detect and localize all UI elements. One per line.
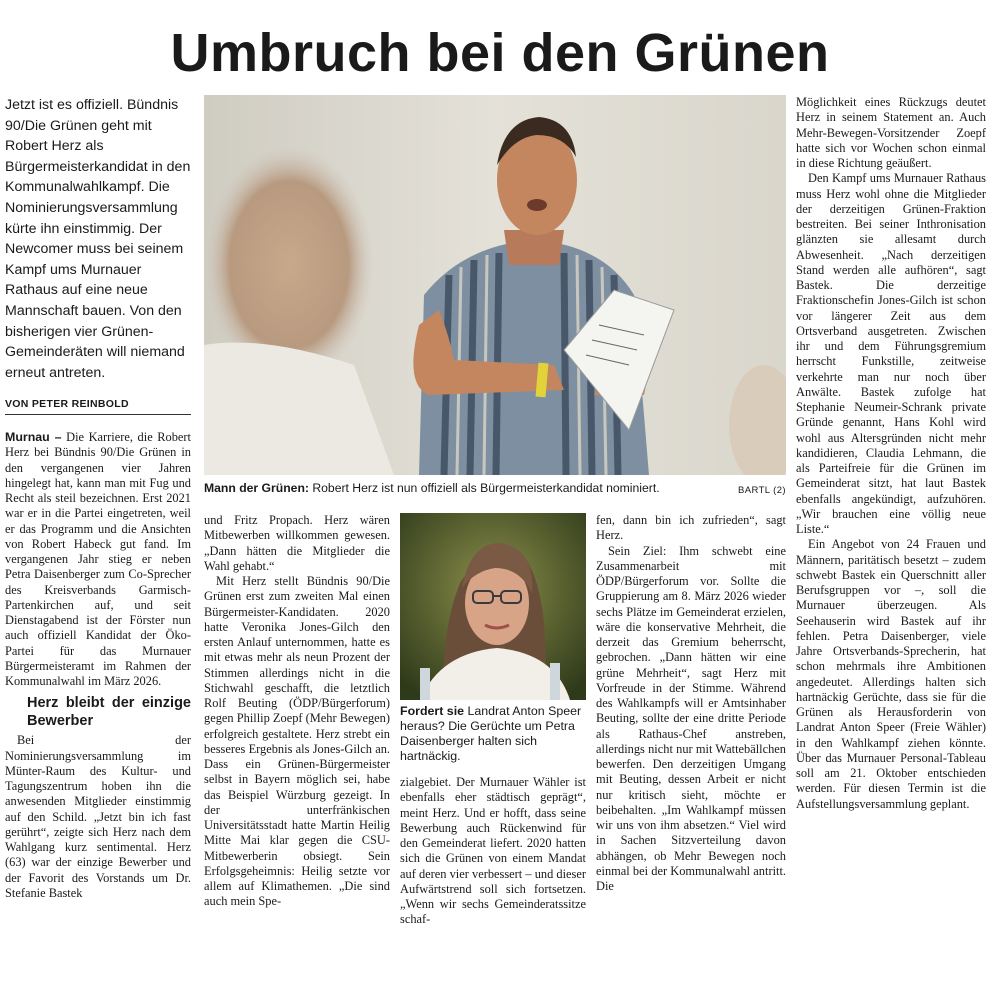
article-paragraph: zialgebiet. Der Murnauer Wähler ist ebenfalls eher städtisch geprägt“, meint Herz. Und er hofft, dass seine Bewerbung auch Rückenwind für den Gemeinderat liefert. 2020 hatten sich die Grünen von einem Mandat auf deren vier verbessert – und dieser Aufwärtstrend soll sich fortsetzen. „Wenn wir sechs Gemeinderatssitze schaf- [400,775,586,927]
article-column-1 [5,430,191,901]
caption-text: Robert Herz ist nun offiziell als Bürgermeisterkandidat nominiert. [308,481,660,495]
main-photo [204,95,786,475]
article-paragraph: Ein Angebot von 24 Frauen und Männern, paritätisch besetzt – zudem schwebt Bastek ein Querschnitt aller Berufsgruppen vor –, soll die Murnauer überzeugen. Als Seehauserin wird Bastek auf ihr fehlen. Petra Daisenberger, viele Jahre Ortsverbands-Sprecherin, hat schon mehrmals ihre Ambitionen angedeutet. Allerdings halten sich hartnäckig Gerüchte, dass sie für die Grünen als Herausforderin von Landrat Anton Speer (Freie Wähler) in den Wahlkampf ziehen könnte. Über das Murnauer Personal-Tableau soll am 21. Oktober entschieden werden. Für diesen Termin ist die Aufstellungsversammlung geplant. [796,537,986,811]
caption-lead: Fordert sie [400,704,465,718]
article-paragraph: Sein Ziel: Ihm schwebt eine Zusammenarbeit mit ÖDP/Bürgerforum vor. Sollte die Gruppierung am 8. März 2026 wieder sechs Plätze im Gemeinderat erzielen, wäre die konservative Mehrheit, die derzeit das Gremium beherrscht, gebrochen. „Dann hätten wir eine grüne Mehrheit“, sagt Herz mit Vorfreude in der Stimme. Während des Wahlkampfs will er Amtsinhaber Beuting, sollte der eine dritte Periode als Rathaus-Chef anstreben, allerdings nicht nur mit Wattebällchen bewerfen. Den derzeitigen Umgang mit Beuting, dessen Arbeit er nicht nur kritisch sieht, möchte er beibehalten. „Im Wahlkampf müssen wir uns von ihm absetzen.“ Viel wird in Sachen Sitzverteilung davon abhängen, ob Mehr Bewegen noch einmal bei der Kommunalwahl antritt. Die [596,543,786,893]
caption-text: Landrat Anton Speer heraus? Die Gerüchte um Petra Daisenberger halten sich hartnäckig. [400,704,582,763]
dateline: Murnau – [5,430,62,444]
headline: Umbruch bei den Grünen [170,23,830,83]
article-paragraph: Murnau – Die Karriere, die Robert Herz bei Bündnis 90/Die Grünen in den vergangenen vier Jahren hingelegt hat, kann man mit Fug und Recht als steil bezeichnen. Erst 2021 war er in die Partei eingetreten, weil er das Programm und die Ansichten von Robert Habeck gut fand. Im vergangenen Jahr stieg er neben Petra Daisenberger zum Co-Sprecher des Kreisverbands Garmisch-Partenkirchen auf, und seit Dienstagabend ist der Förster nun auch offiziell Kandidat der Öko-Partei für das Murnauer Bürgermeisteramt im Rahmen der Kommunalwahl im März 2026. [5,430,191,688]
article-column-5 [796,95,986,812]
article-paragraph: und Fritz Propach. Herz wären Mitbewerben willkommen gewesen. „Dann hätten die Mitglieder die Wahl gehabt.“ [204,513,390,573]
article-column-4 [596,513,786,894]
article-paragraph: Mit Herz stellt Bündnis 90/Die Grünen erst zum zweiten Mal einen Bürgermeister-Kandidaten. 2020 hatte Veronika Jones-Gilch den ersten Anlauf unternommen, hatte es mit etwas mehr als neun Prozent der Stimmen allerdings nicht in die Stichwahl geschafft, die letztlich Rolf Beuting (ÖDP/Bürgerforum) gegen Phillip Zoepf (Mehr Bewegen) erfolgreich gestaltete. Herz strebt ein besseres Ergebnis als Jones-Gilch an. Dass ein Grünen-Bürgermeister selbst in Bayern möglich sei, habe das Beispiel Würzburg gezeigt. In der unterfränkischen Universitätsstadt hatte Martin Heilig Mitte Mai klar gegen die CSU-Mitbewerberin obsiegt. Sein Erfolgsgeheimnis: Heilig setzte vor allem auf Klimathemen. „Die sind auch mein Spe- [204,574,390,909]
subheading: Herz bleibt der einzige Bewerber [27,695,191,730]
main-photo-caption [204,481,786,498]
portrait-photo-caption [400,704,586,764]
photo-credit: BARTL (2) [738,485,786,496]
article-column-3 [400,775,586,928]
caption-lead: Mann der Grünen: [204,481,309,495]
portrait-photo [400,513,586,700]
article-paragraph: Den Kampf ums Murnauer Rathaus muss Herz wohl ohne die Mitglieder der derzeitigen Grünen-Fraktion bestreiten. Bei seiner Inthronisation glänzten sie allesamt durch Abwesenheit. „Nach derzeitigen Stand werden alle aufhören“, sagt Bastek. Die derzeitige Fraktionschefin Jones-Gilch ist schon vor längerer Zeit aus dem Ortsverband ausgetreten. Zwischen ihr und dem Führungsgremium herrscht Funkstille, zeitweise verkehrte man nur noch über Anwälte. Bastek zufolge hat Stephanie Neumeir-Schrank private Gründe genannt, Hans Kohl wird wohl aus Altersgründen nicht mehr kandidieren, Claudia Lehmann, die als Parteifreie für die Grünen im Gemeinderat sitzt, hat laut Bastek ebenfalls angekündigt, aufzuhören. „Wir brauchen eine völlig neue Liste.“ [796,171,986,536]
portrait-photo-image [400,513,586,700]
article-paragraph: Möglichkeit eines Rückzugs deutet Herz in seinem Statement an. Auch Mehr-Bewegen-Vorsitzender Zoepf hatte sich vor Wochen schon einmal in diese Richtung geäußert. [796,95,986,170]
byline: VON PETER REINBOLD [5,398,191,415]
article-paragraph: Bei der Nominierungsversammlung im Münter-Raum des Kultur- und Tagungszentrum hoben ihn die anwesenden Mitglieder einstimmig auf den Schild. „Jetzt bin ich fast gerührt“, zeigte sich Herz nach dem Wahlgang kurz sentimental. Herz (63) war der einzige Bewerber und der Favorit des Vorstands um Dr. Stefanie Bastek [5,733,191,900]
article-paragraph: fen, dann bin ich zufrieden“, sagt Herz. [596,513,786,543]
main-photo-image [204,95,786,475]
article-column-2 [204,513,390,910]
teaser: Jetzt ist es offiziell. Bündnis 90/Die Grünen geht mit Robert Herz als Bürgermeisterkandidat in den Kommunalwahlkampf. Die Nominierungsversammlung kürte ihn einstimmig. Der Newcomer muss bei seinem Kampf ums Murnauer Rathaus auf eine neue Mannschaft bauen. Von den bisherigen vier Grünen-Gemeinderäten will niemand erneut antreten. [5,97,191,381]
